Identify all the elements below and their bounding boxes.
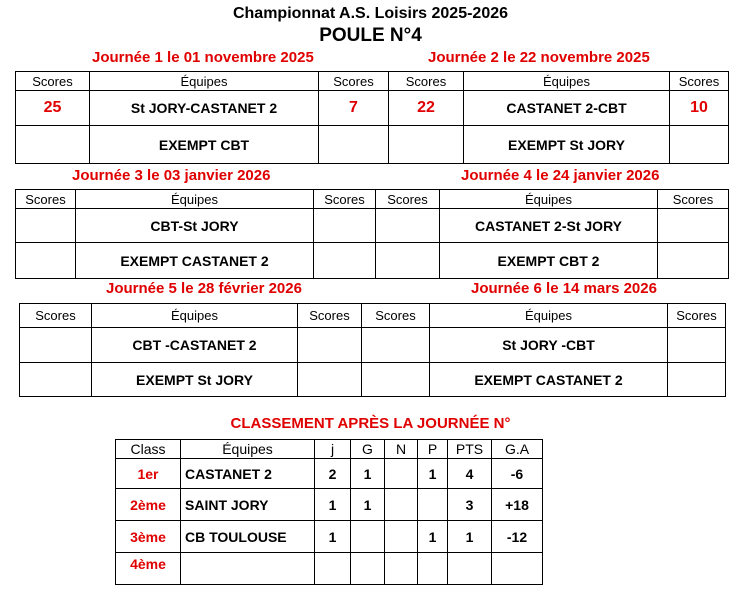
match-cell: CASTANET 2-CBT xyxy=(464,91,670,126)
score-cell xyxy=(668,328,726,363)
scores-header: Scores xyxy=(16,190,76,209)
schedule-table-days-3-4 xyxy=(15,189,729,279)
scores-header: Scores xyxy=(20,304,92,328)
rank-goal-average: -12 xyxy=(492,521,543,553)
rank-lost: 1 xyxy=(418,459,448,489)
match-cell: EXEMPT St JORY xyxy=(92,363,298,397)
rank-draw xyxy=(385,553,418,585)
rank-draw xyxy=(385,459,418,489)
rank-position: 4ème xyxy=(116,553,181,585)
draw-header: N xyxy=(385,440,418,459)
teams-header: Équipes xyxy=(181,440,315,459)
rank-points: 4 xyxy=(448,459,492,489)
match-cell: CBT-St JORY xyxy=(76,209,314,243)
score-cell xyxy=(298,363,362,397)
rank-won xyxy=(351,521,385,553)
score-cell xyxy=(668,363,726,397)
day-3-title: Journée 3 le 03 janvier 2026 xyxy=(72,167,271,184)
played-header: j xyxy=(315,440,351,459)
score-cell xyxy=(362,328,430,363)
score-cell xyxy=(658,209,729,243)
schedule-table-days-1-2 xyxy=(15,71,729,164)
score-cell xyxy=(362,363,430,397)
rank-team xyxy=(181,553,315,585)
score-cell xyxy=(658,243,729,279)
scores-header: Scores xyxy=(376,190,440,209)
score-cell: 25 xyxy=(16,91,90,126)
match-cell: St JORY -CBT xyxy=(430,328,668,363)
match-cell: St JORY-CASTANET 2 xyxy=(90,91,319,126)
class-header: Class xyxy=(116,440,181,459)
scores-header: Scores xyxy=(16,72,90,91)
points-header: PTS xyxy=(448,440,492,459)
goal-average-header: G.A xyxy=(492,440,543,459)
lost-header: P xyxy=(418,440,448,459)
won-header: G xyxy=(351,440,385,459)
rank-goal-average: -6 xyxy=(492,459,543,489)
match-cell: EXEMPT CBT xyxy=(90,126,319,164)
rank-lost xyxy=(418,553,448,585)
rank-played xyxy=(315,553,351,585)
day-4-title: Journée 4 le 24 janvier 2026 xyxy=(461,167,660,184)
ranking-table xyxy=(115,439,543,585)
rank-played: 2 xyxy=(315,459,351,489)
match-cell: CASTANET 2-St JORY xyxy=(440,209,658,243)
score-cell xyxy=(314,209,376,243)
rank-team: SAINT JORY xyxy=(181,489,315,521)
match-cell: EXEMPT St JORY xyxy=(464,126,670,164)
score-cell xyxy=(319,126,389,164)
score-cell xyxy=(314,243,376,279)
rank-team: CASTANET 2 xyxy=(181,459,315,489)
score-cell xyxy=(376,209,440,243)
score-cell xyxy=(16,209,76,243)
day-5-title: Journée 5 le 28 février 2026 xyxy=(106,280,302,297)
score-cell: 10 xyxy=(670,91,729,126)
score-cell xyxy=(298,328,362,363)
rank-draw xyxy=(385,521,418,553)
rank-position: 1er xyxy=(116,459,181,489)
day-6-title: Journée 6 le 14 mars 2026 xyxy=(471,280,657,297)
match-cell: CBT -CASTANET 2 xyxy=(92,328,298,363)
score-cell: 22 xyxy=(389,91,464,126)
score-cell xyxy=(670,126,729,164)
match-cell: EXEMPT CASTANET 2 xyxy=(430,363,668,397)
score-cell xyxy=(16,126,90,164)
scores-header: Scores xyxy=(658,190,729,209)
score-cell xyxy=(16,243,76,279)
teams-header: Équipes xyxy=(76,190,314,209)
schedule-table-days-5-6 xyxy=(19,303,726,397)
rank-played: 1 xyxy=(315,521,351,553)
rank-points xyxy=(448,553,492,585)
match-cell: EXEMPT CBT 2 xyxy=(440,243,658,279)
rank-position: 2ème xyxy=(116,489,181,521)
score-cell xyxy=(389,126,464,164)
score-cell xyxy=(20,328,92,363)
scores-header: Scores xyxy=(314,190,376,209)
rank-played: 1 xyxy=(315,489,351,521)
teams-header: Équipes xyxy=(90,72,319,91)
teams-header: Équipes xyxy=(464,72,670,91)
scores-header: Scores xyxy=(389,72,464,91)
teams-header: Équipes xyxy=(430,304,668,328)
rank-points: 3 xyxy=(448,489,492,521)
match-cell: EXEMPT CASTANET 2 xyxy=(76,243,314,279)
rank-position: 3ème xyxy=(116,521,181,553)
scores-header: Scores xyxy=(362,304,430,328)
day-1-title: Journée 1 le 01 novembre 2025 xyxy=(92,49,314,66)
scores-header: Scores xyxy=(670,72,729,91)
ranking-title: CLASSEMENT APRÈS LA JOURNÉE N° xyxy=(230,415,511,432)
rank-points: 1 xyxy=(448,521,492,553)
rank-lost: 1 xyxy=(418,521,448,553)
scores-header: Scores xyxy=(298,304,362,328)
scores-header: Scores xyxy=(668,304,726,328)
teams-header: Équipes xyxy=(92,304,298,328)
score-cell: 7 xyxy=(319,91,389,126)
rank-won xyxy=(351,553,385,585)
scores-header: Scores xyxy=(319,72,389,91)
rank-draw xyxy=(385,489,418,521)
rank-goal-average: +18 xyxy=(492,489,543,521)
rank-won: 1 xyxy=(351,489,385,521)
championship-title: Championnat A.S. Loisirs 2025-2026 xyxy=(232,5,509,22)
pool-title: POULE N°4 xyxy=(319,25,422,46)
teams-header: Équipes xyxy=(440,190,658,209)
score-cell xyxy=(376,243,440,279)
rank-team: CB TOULOUSE xyxy=(181,521,315,553)
rank-goal-average xyxy=(492,553,543,585)
day-2-title: Journée 2 le 22 novembre 2025 xyxy=(428,49,650,66)
rank-lost xyxy=(418,489,448,521)
score-cell xyxy=(20,363,92,397)
rank-won: 1 xyxy=(351,459,385,489)
